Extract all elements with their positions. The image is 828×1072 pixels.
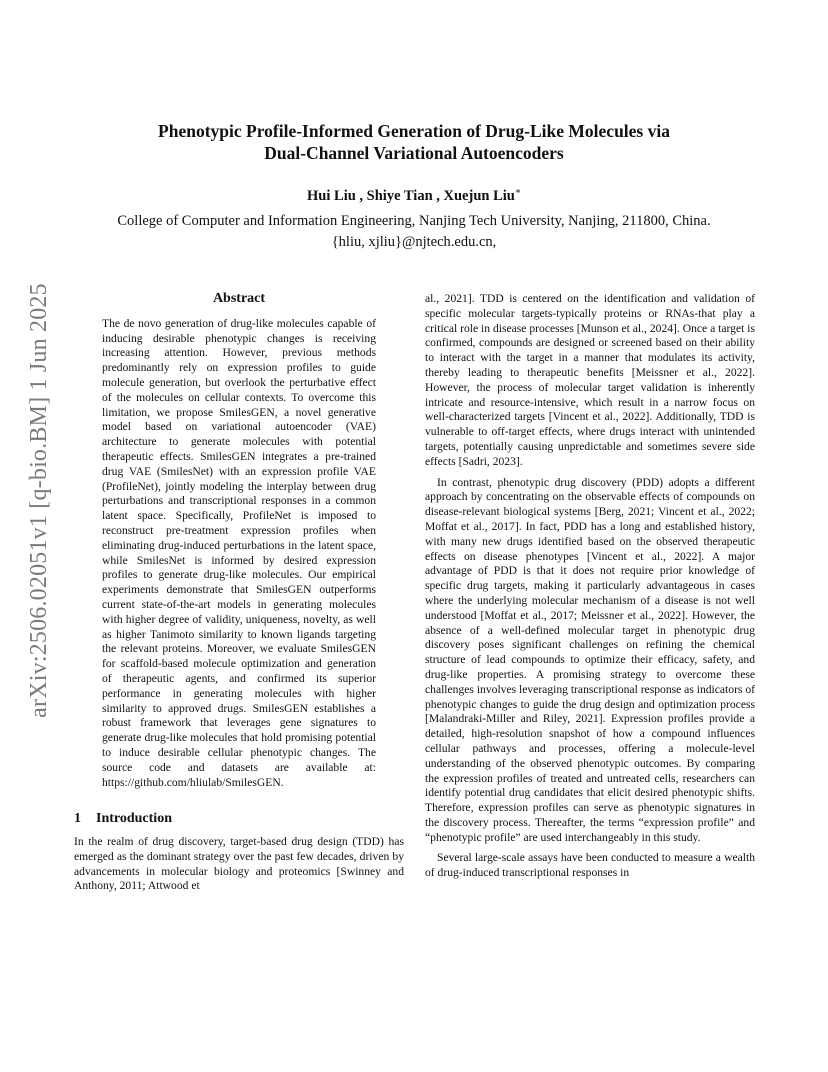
- author-list: [90, 186, 738, 205]
- intro-paragraph-1: In the realm of drug discovery, target-based drug design (TDD) has emerged as the dominant strategy over the past few decades, driven by advancements in molecular biology and proteomics [Swinney and Anthony, 2011; Attwood et: [74, 835, 404, 893]
- arxiv-identifier: arXiv:2506.02051v1 [q-bio.BM] 1 Jun 2025: [25, 282, 52, 718]
- corresponding-mark: ∗: [514, 186, 521, 196]
- title-line-2: Dual-Channel Variational Autoencoders: [264, 143, 564, 163]
- title-line-1: Phenotypic Profile-Informed Generation of Drug-Like Molecules via: [158, 121, 670, 141]
- right-column: [425, 292, 755, 881]
- arxiv-watermark: [24, 282, 54, 718]
- affiliation-block: [70, 211, 758, 253]
- abstract-heading: Abstract: [212, 291, 266, 306]
- left-column: [74, 292, 404, 894]
- abstract-body: [102, 317, 376, 791]
- author-3: Xuejun Liu: [443, 187, 515, 204]
- paper-title: [90, 120, 738, 164]
- section-heading-introduction: [74, 812, 404, 827]
- paragraph-assays: Several large-scale assays have been conducted to measure a wealth of drug-induced transcriptional responses in: [425, 851, 755, 880]
- affiliation: College of Computer and Information Engineering, Nanjing Tech University, Nanjing, 211800, China.: [117, 213, 711, 229]
- section-title: Introduction: [96, 811, 172, 827]
- paragraph-pdd: In contrast, phenotypic drug discovery (PDD) adopts a different approach by concentrating on the observable effects of compounds on disease-relevant biological systems [Berg, 2021; Vincent et al., 2022; Moffat et al., 2017]. In fact, PDD has a long and established history, with many new drugs identified based on the observed therapeutic effects on disease phenotypes [Vincent et al., 2022]. A major advantage of PDD is that it does not require prior knowledge of specific drug targets, making it particularly advantageous in cases where the underlying molecular mechanism of a disease is not well understood [Moffat et al., 2017; Meissner et al., 2022]. However, the absence of a well-defined molecular target in phenotypic drug discovery poses significant challenges on refining the chemical structure of lead compounds to optimize their efficacy, safety, and drug-like properties. A promising strategy to overcome these challenges involves leveraging transcriptional response as indicators of phenotypic changes to guide the drug design and optimization process [Malandraki-Miller and Riley, 2021]. Expression profiles provide a detailed, high-resolution snapshot of how a compound influences cellular pathways and processes, offering a molecule-level understanding of the observed phenotypic outcomes. By comparing the expression profiles of treated and untreated cells, researchers can identify potential drug candidates that elicit desired phenotypic shifts. Therefore, expression profiles can serve as phenotypic signatures in the discovery process. Thereafter, the terms “expression profile” and “phenotypic profile” are used interchangeably in this study.: [425, 475, 755, 844]
- section-number: 1: [74, 811, 81, 827]
- paragraph-tdd: al., 2021]. TDD is centered on the identification and validation of specific molecular targets-typically proteins or RNAs-that play a critical role in disease processes [Munson et al., 2024]. Once a target is confirmed, compounds are designed or screened based on their ability to interact with the target in a manner that modulates its activity, thereby leading to therapeutic benefits [Meissner et al., 2022]. However, the process of molecular target validation is inherently intricate and resource-intensive, which result in a narrow focus on well-characterized targets [Vincent et al., 2022]. Additionally, TDD is vulnerable to off-target effects, where drugs interact with unintended targets, potentially causing unpredictable and sometimes severe side effects [Sadri, 2023].: [425, 292, 755, 468]
- author-1: Hui Liu: [307, 187, 356, 204]
- author-separator: ,: [355, 187, 367, 204]
- author-separator: ,: [432, 187, 444, 204]
- abstract-text: The de novo generation of drug-like molecules capable of inducing desirable phenotypic changes is receiving increasing attention. However, previous methods predominantly rely on expression profiles to guide molecule generation, but overlook the perturbative effect of the molecules on cellular contexts. To overcome this limitation, we propose SmilesGEN, a novel generative model based on variational autoencoder (VAE) architecture to generate molecules with potential therapeutic effects. SmilesGEN integrates a pre-trained drug VAE (SmilesNet) with an expression profile VAE (ProfileNet), jointly modeling the interplay between drug perturbations and transcriptional responses in a common latent space. Specifically, ProfileNet is imposed to reconstruct pre-treatment expression profiles when eliminating drug-induced perturbations in the latent space, while SmilesNet is informed by desired expression profiles to generate drug-like molecules. Our empirical experiments demonstrate that SmilesGEN outperforms current state-of-the-art models in generating molecules with higher degree of validity, uniqueness, novelty, as well as higher Tanimoto similarity to known ligands targeting the relevant proteins. Moreover, we evaluate SmilesGEN for scaffold-based molecule optimization and generation of therapeutic agents, and confirmed its superior performance in generating molecules with higher similarity to approved drugs. SmilesGEN establishes a robust framework that leverages gene signatures to generate drug-like molecules that hold promising potential to induce desirable cellular phenotypic changes. The source code and datasets are available at: https://github.com/hliulab/SmilesGEN.: [102, 316, 376, 789]
- email: {hliu, xjliu}@njtech.edu.cn,: [331, 234, 497, 250]
- author-2: Shiye Tian: [366, 187, 433, 204]
